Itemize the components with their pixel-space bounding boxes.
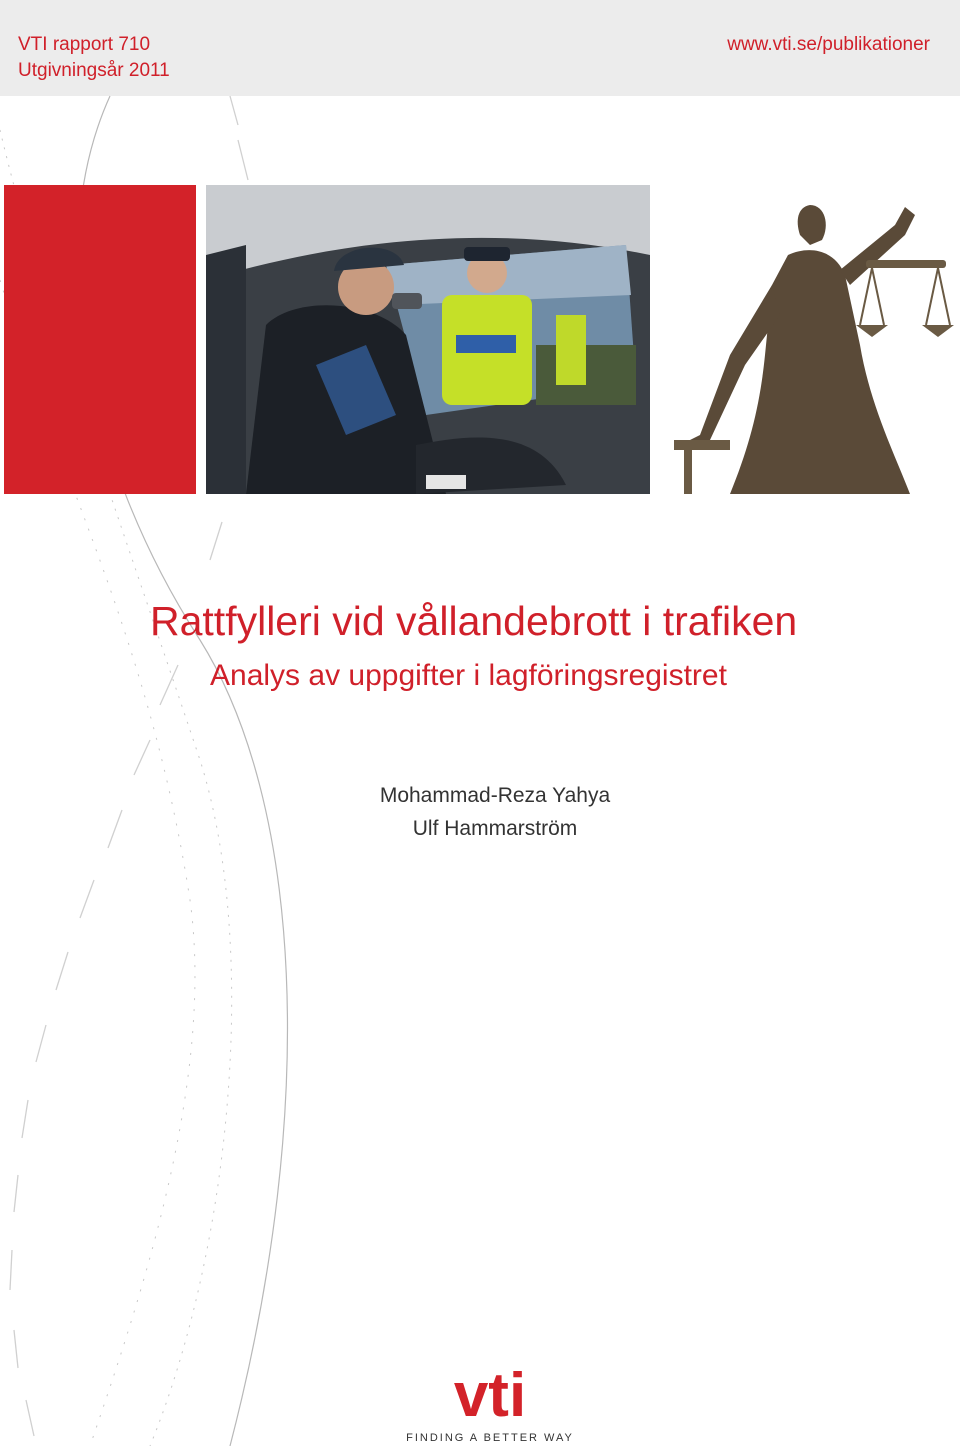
author-name: Ulf Hammarström xyxy=(412,817,578,840)
publication-url-link[interactable]: www.vti.se/publikationer xyxy=(727,34,930,55)
publish-year: Utgivningsår 2011 xyxy=(18,60,170,81)
header-band xyxy=(0,0,960,96)
logo-tagline: FINDING A BETTER WAY xyxy=(406,1432,574,1444)
vti-logo-text: vti xyxy=(453,1361,527,1428)
report-title: Rattfylleri vid vållandebrott i trafiken xyxy=(150,598,798,644)
breath-test-illustration xyxy=(206,185,650,494)
red-color-block xyxy=(4,185,196,494)
breath-test-traffic-stop-photo xyxy=(206,185,650,494)
justitia-statue-photo xyxy=(660,185,960,494)
report-number: VTI rapport 710 xyxy=(18,34,151,55)
justitia-illustration xyxy=(660,185,960,494)
vti-logo-mark xyxy=(405,1358,575,1428)
vti-logo xyxy=(405,1358,575,1444)
author-name: Mohammad-Reza Yahya xyxy=(379,784,611,807)
report-subtitle: Analys av uppgifter i lagföringsregistret xyxy=(210,659,727,692)
